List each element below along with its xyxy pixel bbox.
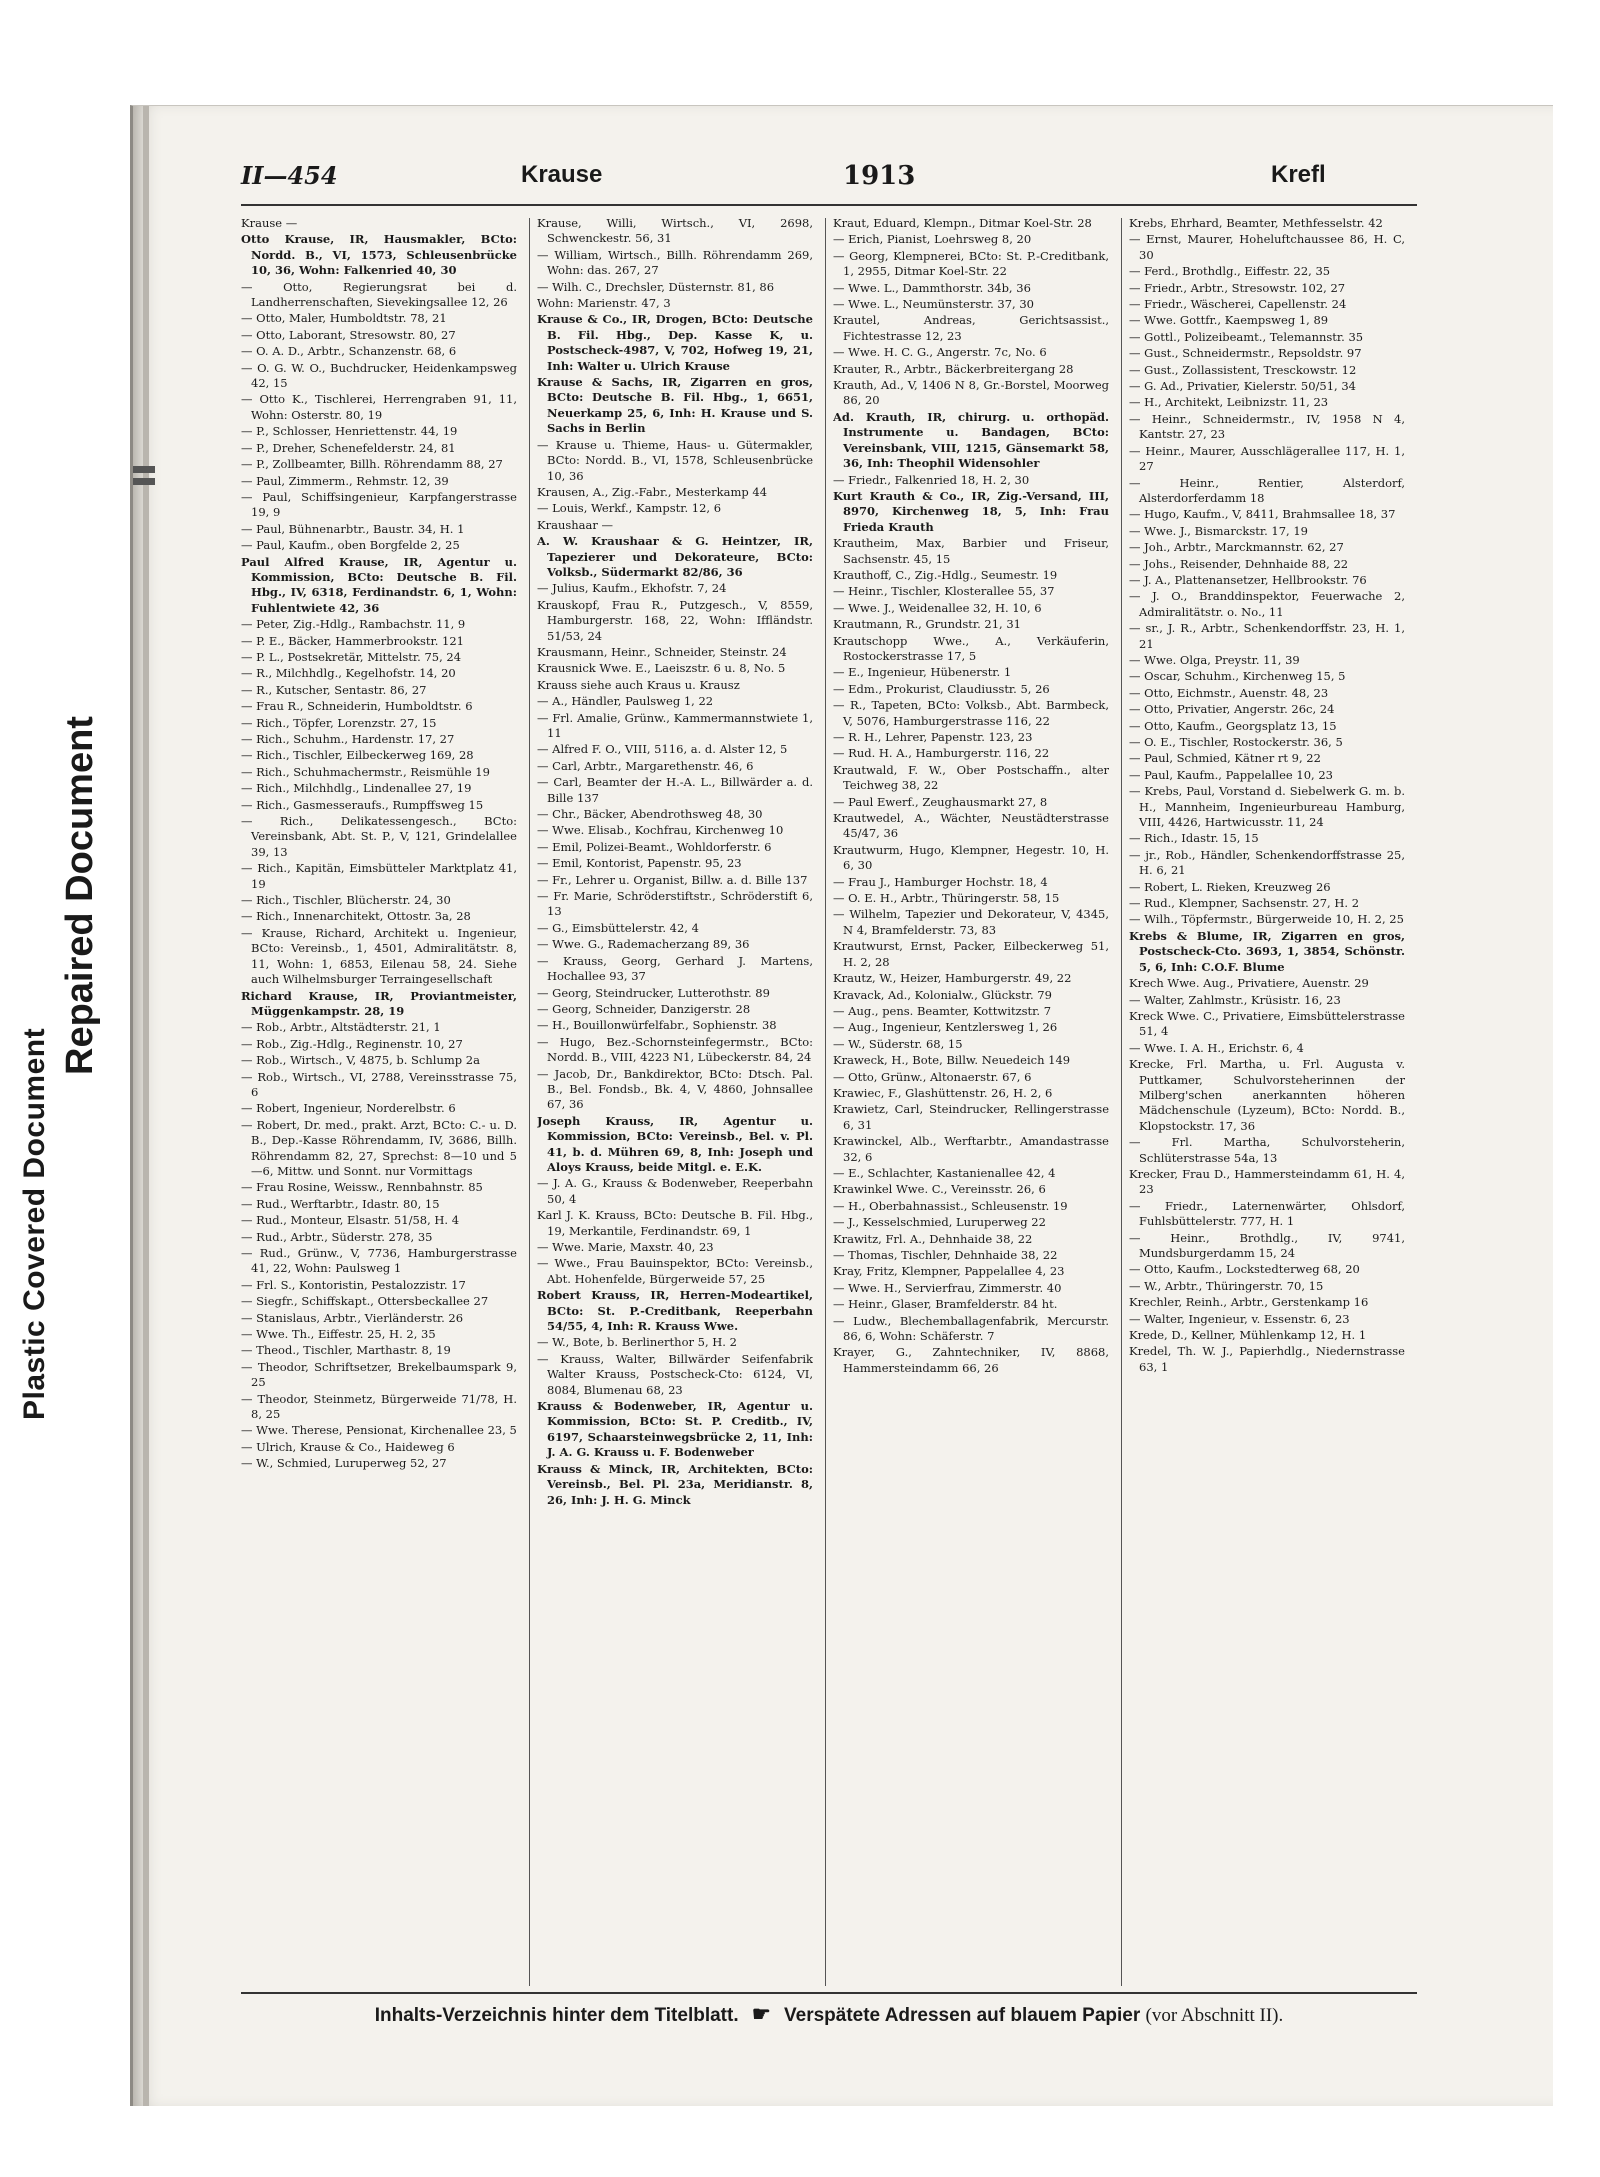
- directory-entry: — O. E. H., Arbtr., Thüringerstr. 58, 15: [833, 891, 1060, 906]
- directory-entry: — Friedr., Wäscherei, Capellenstr. 24: [1129, 297, 1347, 312]
- directory-entry: Krechler, Reinh., Arbtr., Gerstenkamp 16: [1129, 1295, 1369, 1310]
- binding-hole: [133, 478, 155, 485]
- directory-entry: — Rich., Töpfer, Lorenzstr. 27, 15: [241, 715, 437, 730]
- directory-entry: Krausnick Wwe. E., Laeiszstr. 6 u. 8, No. 5: [537, 661, 786, 676]
- directory-entry: — Wilhelm, Tapezier und Dekorateur, V, 4345, N 4, Bramfelderstr. 73, 83: [833, 907, 1109, 937]
- directory-entry: — Siegfr., Schiffskapt., Ottersbeckallee 27: [241, 1294, 489, 1309]
- directory-entry: Krauss & Bodenweber, IR, Agentur u. Kommission, BCto: St. P. Creditb., IV, 6197, Schaarsteinwegsbrücke 2, 11, Inh: J. A. G. Krauss u. F. Bodenweber: [537, 1399, 813, 1460]
- directory-entry: — Rud. H. A., Hamburgerstr. 116, 22: [833, 746, 1050, 761]
- directory-entry: — Paul, Zimmerm., Rehmstr. 12, 39: [241, 473, 449, 488]
- directory-entry: — W., Arbtr., Thüringerstr. 70, 15: [1129, 1278, 1324, 1293]
- directory-entry: Ad. Krauth, IR, chirurg. u. orthopäd. Instrumente u. Bandagen, BCto: Vereinsbank, VIII, 1215, Gänsemarkt 58, 36, Inh: Theophil Widensohler: [833, 409, 1109, 471]
- directory-entry: — Erich, Pianist, Loehrsweg 8, 20: [833, 232, 1032, 247]
- side-label: [18, 160, 102, 2060]
- directory-entry: — Rud., Klempner, Sachsenstr. 27, H. 2: [1129, 896, 1360, 911]
- directory-entry: Krautheim, Max, Barbier und Friseur, Sachsenstr. 45, 15: [833, 536, 1109, 566]
- directory-entry: — Frau R., Schneiderin, Humboldtstr. 6: [241, 699, 473, 714]
- directory-entry: Krausen, A., Zig.-Fabr., Mesterkamp 44: [537, 484, 768, 499]
- column-divider: [825, 218, 826, 1986]
- directory-entry: Krautwald, F. W., Ober Postschaffn., alter Teichweg 38, 22: [833, 762, 1109, 793]
- directory-entry: — P., Zollbeamter, Billh. Röhrendamm 88, 27: [241, 457, 503, 472]
- directory-entry: — Fr. Marie, Schröderstiftstr., Schröderstift 6, 13: [537, 889, 813, 919]
- directory-entry: — Chr., Bäcker, Abendrothsweg 48, 30: [537, 807, 763, 822]
- directory-entry: — Wwe. J., Bismarckstr. 17, 19: [1129, 523, 1308, 538]
- directory-entry: — E., Schlachter, Kastanienallee 42, 4: [833, 1165, 1056, 1180]
- directory-entry: — Heinr., Tischler, Klosterallee 55, 37: [833, 584, 1055, 599]
- directory-entry: — Theodor, Steinmetz, Bürgerweide 71/78, H. 8, 25: [241, 1391, 517, 1422]
- directory-entry: — Heinr., Brothdlg., IV, 9741, Mundsburgerdamm 15, 24: [1129, 1230, 1405, 1260]
- directory-entry: Krauss siehe auch Kraus u. Krausz: [537, 677, 740, 692]
- last-name-heading: Krefl: [1271, 161, 1326, 188]
- directory-entry: — J. O., Branddinspektor, Feuerwache 2, Admiralitätstr. o. No., 11: [1129, 589, 1405, 619]
- directory-entry: — Krauss, Walter, Billwärder Seifenfabrik Walter Krauss, Postscheck-Cto: 6124, VI, 8084, Blumenau 68, 23: [537, 1351, 813, 1397]
- footer-section-note: (vor Abschnitt II).: [1145, 2005, 1284, 2026]
- directory-entry: — R. H., Lehrer, Papenstr. 123, 23: [833, 730, 1033, 744]
- directory-entry: — sr., J. R., Arbtr., Schenkendorffstr. 23, H. 1, 21: [1129, 621, 1405, 651]
- directory-entry: — Otto, Laborant, Stresowstr. 80, 27: [241, 327, 456, 342]
- directory-entry: Krawinckel, Alb., Werftarbtr., Amandastrasse 32, 6: [833, 1134, 1109, 1164]
- directory-entry: — Louis, Werkf., Kampstr. 12, 6: [537, 501, 722, 516]
- directory-entry: — jr., Rob., Händler, Schenkendorffstrasse 25, H. 6, 21: [1129, 847, 1405, 878]
- directory-entry: — R., Kutscher, Sentastr. 86, 27: [241, 682, 427, 697]
- directory-entry: — Thomas, Tischler, Dehnhaide 38, 22: [833, 1248, 1058, 1262]
- directory-entry: — Krebs, Paul, Vorstand d. Siebelwerk G. m. b. H., Mannheim, Ingenieurbureau Hamburg, VIII, 4426, Hartwicusstr. 11, 24: [1129, 784, 1405, 830]
- directory-entry: — Otto, Kaufm., Lockstedterweg 68, 20: [1129, 1262, 1360, 1277]
- header-rule: [241, 204, 1417, 206]
- directory-entry: — Alfred F. O., VIII, 5116, a. d. Alster 12, 5: [537, 742, 788, 757]
- directory-entry: Kray, Fritz, Klempner, Pappelallee 4, 23: [833, 1264, 1065, 1279]
- directory-entry: — Rob., Wirtsch., V, 4875, b. Schlump 2a: [241, 1053, 480, 1068]
- directory-entry: — Friedr., Laternenwärter, Ohlsdorf, Fuhlsbüttelerstr. 777, H. 1: [1129, 1198, 1405, 1229]
- column-divider: [529, 218, 530, 1986]
- page-number: II—454: [241, 161, 338, 190]
- directory-entry: — Paul, Kaufm., Pappelallee 10, 23: [1129, 767, 1333, 782]
- directory-entry: — Otto, Regierungsrat bei d. Landherrenschaften, Sievekingsallee 12, 26: [241, 279, 517, 310]
- directory-entry: Krebs, Ehrhard, Beamter, Methfesselstr. 42: [1129, 216, 1383, 230]
- directory-entry: Krauter, R., Arbtr., Bäckerbreitergang 28: [833, 361, 1074, 376]
- directory-entry: Krautwurst, Ernst, Packer, Eilbeckerweg 51, H. 2, 28: [833, 939, 1109, 969]
- document-page: [130, 105, 1553, 2106]
- directory-entry: — Oscar, Schuhm., Kirchenweg 15, 5: [1129, 669, 1346, 684]
- directory-entry: — Fr., Lehrer u. Organist, Billw. a. d. Bille 137: [537, 872, 808, 887]
- directory-entry: — Ernst, Maurer, Hoheluftchaussee 86, H. C, 30: [1129, 232, 1405, 262]
- directory-column-1: [241, 216, 517, 1986]
- pointing-hand-icon: ☛: [751, 2003, 771, 2026]
- directory-entry: — Rob., Wirtsch., VI, 2788, Vereinsstrasse 75, 6: [241, 1069, 517, 1099]
- directory-entry: — E., Ingenieur, Hübenerstr. 1: [833, 665, 1012, 680]
- page-spine: [143, 106, 149, 2106]
- directory-entry: Krauth, Ad., V, 1406 N 8, Gr.-Borstel, Moorweg 86, 20: [833, 378, 1109, 408]
- directory-entry: — R., Tapeten, BCto: Volksb., Abt. Barmbeck, V, 5076, Hamburgerstrasse 116, 22: [833, 698, 1109, 728]
- directory-entry: — Wwe. L., Dammthorstr. 34b, 36: [833, 280, 1031, 295]
- directory-entry: — Walter, Zahlmstr., Krüsistr. 16, 23: [1129, 992, 1341, 1007]
- directory-entry: — W., Bote, b. Berlinerthor 5, H. 2: [537, 1335, 737, 1350]
- directory-entry: — Paul, Kaufm., oben Borgfelde 2, 25: [241, 538, 460, 553]
- directory-entry: — Carl, Arbtr., Margarethenstr. 46, 6: [537, 758, 754, 773]
- directory-entry: Krautel, Andreas, Gerichtsassist., Fichtestrasse 12, 23: [833, 313, 1109, 343]
- directory-entry: — O. E., Tischler, Rostockerstr. 36, 5: [1129, 735, 1343, 749]
- directory-entry: — Julius, Kaufm., Ekhofstr. 7, 24: [537, 581, 727, 596]
- directory-entry: Kraushaar —: [537, 517, 614, 532]
- directory-entry: — Wilh., Töpfermstr., Bürgerweide 10, H. 2, 25: [1129, 912, 1404, 927]
- directory-entry: — Rud., Grünw., V, 7736, Hamburgerstrasse 41, 22, Wohn: Paulsweg 1: [241, 1246, 517, 1276]
- directory-entry: — Rich., Innenarchitekt, Ottostr. 3a, 28: [241, 909, 471, 924]
- binding-hole: [133, 466, 155, 473]
- directory-entry: Krede, D., Kellner, Mühlenkamp 12, H. 1: [1129, 1328, 1367, 1343]
- directory-entry: Krautschopp Wwe., A., Verkäuferin, Rostockerstrasse 17, 5: [833, 633, 1109, 663]
- directory-entry: — Rob., Arbtr., Altstädterstr. 21, 1: [241, 1020, 441, 1035]
- directory-entry: — Hugo, Kaufm., V, 8411, Brahmsallee 18, 37: [1129, 507, 1396, 522]
- directory-entry: Kraut, Eduard, Klempn., Ditmar Koel-Str. 28: [833, 216, 1092, 230]
- directory-entry: — Frau Rosine, Weissw., Rennbahnstr. 85: [241, 1180, 483, 1195]
- directory-entry: Krautmann, R., Grundstr. 21, 31: [833, 617, 1021, 632]
- directory-entry: — Wwe. Gottfr., Kaempsweg 1, 89: [1129, 313, 1329, 328]
- year-heading: 1913: [843, 161, 916, 191]
- first-name-heading: Krause: [521, 161, 603, 188]
- footer-late-addresses-note: Verspätete Adressen auf blauem Papier: [784, 2005, 1141, 2026]
- directory-entry: — Wwe., Frau Bauinspektor, BCto: Vereinsb., Abt. Hohenfelde, Bürgerweide 57, 25: [537, 1256, 813, 1286]
- directory-entry: — W., Schmied, Luruperweg 52, 27: [241, 1456, 447, 1471]
- directory-entry: — Paul Ewerf., Zeughausmarkt 27, 8: [833, 794, 1048, 809]
- directory-entry: — Wwe. J., Weidenallee 32, H. 10, 6: [833, 600, 1042, 615]
- directory-entry: — Friedr., Arbtr., Stresowstr. 102, 27: [1129, 280, 1346, 295]
- directory-entry: — Peter, Zig.-Hdlg., Rambachstr. 11, 9: [241, 617, 466, 632]
- directory-entry: — Theod., Tischler, Marthastr. 8, 19: [241, 1343, 451, 1358]
- directory-entry: A. W. Kraushaar & G. Heintzer, IR, Tapezierer und Dekorateure, BCto: Volksb., Südermarkt 82/86, 36: [537, 534, 813, 579]
- directory-entry: Robert Krauss, IR, Herren-Modeartikel, BCto: St. P.-Creditbank, Reeperbahn 54/55, 4, Inh: R. Krauss Wwe.: [537, 1288, 813, 1334]
- directory-entry: — Edm., Prokurist, Claudiusstr. 5, 26: [833, 681, 1050, 696]
- directory-entry: Krauthoff, C., Zig.-Hdlg., Seumestr. 19: [833, 567, 1058, 582]
- directory-entry: Krecker, Frau D., Hammersteindamm 61, H. 4, 23: [1129, 1166, 1405, 1197]
- directory-entry: — Wwe. Olga, Preystr. 11, 39: [1129, 652, 1300, 667]
- directory-entry: — P. E., Bäcker, Hammerbrookstr. 121: [241, 633, 464, 648]
- directory-entry: — A., Händler, Paulsweg 1, 22: [537, 694, 714, 709]
- directory-entry: — Georg, Klempnerei, BCto: St. P.-Creditbank, 1, 2955, Ditmar Koel-Str. 22: [833, 248, 1109, 279]
- directory-entry: — Heinr., Maurer, Ausschlägerallee 117, H. 1, 27: [1129, 443, 1405, 474]
- directory-entry: — W., Süderstr. 68, 15: [833, 1036, 963, 1051]
- directory-entry: Krawietz, Carl, Steindrucker, Rellingerstrasse 6, 31: [833, 1102, 1109, 1132]
- directory-entry: — Stanislaus, Arbtr., Vierländerstr. 26: [241, 1310, 464, 1325]
- directory-entry: — R., Milchhdlg., Kegelhofstr. 14, 20: [241, 666, 456, 681]
- directory-entry: Joseph Krauss, IR, Agentur u. Kommission, BCto: Vereinsb., Bel. v. Pl. 41, b. d. Mühren 69, 8, Inh: Joseph und Aloys Krauss, beide Mitgl. e. E.K.: [537, 1113, 813, 1174]
- directory-entry: — Otto, Maler, Humboldtstr. 78, 21: [241, 311, 447, 326]
- directory-entry: Krautwedel, A., Wächter, Neustädterstrasse 45/47, 36: [833, 811, 1109, 841]
- directory-entry: — Gust., Zollassistent, Tresckowstr. 12: [1129, 362, 1357, 377]
- directory-entry: — Gust., Schneidermstr., Repsoldstr. 97: [1129, 346, 1362, 361]
- directory-entry: Kravack, Ad., Kolonialw., Glückstr. 79: [833, 987, 1052, 1002]
- directory-entry: — Johs., Reisender, Dehnhaide 88, 22: [1129, 556, 1349, 571]
- directory-entry: Krayer, G., Zahntechniker, IV, 8868, Hammersteindamm 66, 26: [833, 1345, 1109, 1375]
- directory-entry: Kreck Wwe. C., Privatiere, Eimsbüttelerstrasse 51, 4: [1129, 1008, 1405, 1039]
- directory-entry: — Gottl., Polizeibeamt., Telemannstr. 35: [1129, 329, 1364, 344]
- directory-entry: Krawinkel Wwe. C., Vereinsstr. 26, 6: [833, 1182, 1046, 1197]
- footer-rule: [241, 1992, 1417, 1994]
- directory-entry: — H., Bouillonwürfelfabr., Sophienstr. 38: [537, 1018, 777, 1033]
- directory-entry: — Paul, Bühnenarbtr., Baustr. 34, H. 1: [241, 521, 465, 536]
- directory-entry: — Wilh. C., Drechsler, Düsternstr. 81, 86: [537, 279, 775, 294]
- directory-entry: — Aug., pens. Beamter, Kottwitzstr. 7: [833, 1003, 1052, 1018]
- directory-entry: — Rud., Monteur, Elsastr. 51/58, H. 4: [241, 1213, 460, 1228]
- directory-entry: Richard Krause, IR, Proviantmeister, Müggenkampstr. 28, 19: [241, 988, 517, 1018]
- directory-entry: Kredel, Th. W. J., Papierhdlg., Niedernstrasse 63, 1: [1129, 1344, 1405, 1374]
- directory-entry: — O. G. W. O., Buchdrucker, Heidenkampsweg 42, 15: [241, 360, 517, 391]
- directory-entry: — Otto, Eichmstr., Auenstr. 48, 23: [1129, 685, 1329, 700]
- directory-entry: Krauskopf, Frau R., Putzgesch., V, 8559, Hamburgerstr. 168, 22, Wohn: Iffländstr. 51/53, 24: [537, 597, 813, 643]
- directory-entry: — Aug., Ingenieur, Kentzlersweg 1, 26: [833, 1020, 1058, 1035]
- directory-entry: — Emil, Polizei-Beamt., Wohldorferstr. 6: [537, 839, 772, 854]
- directory-entry: Kurt Krauth & Co., IR, Zig.-Versand, III, 8970, Kirchenweg 18, 5, Inh: Frau Frieda Krauth: [833, 488, 1109, 534]
- directory-entry: — Paul, Schmied, Kätner rt 9, 22: [1129, 751, 1321, 766]
- directory-column-4: [1129, 216, 1405, 1986]
- directory-entry: — Georg, Steindrucker, Lutterothstr. 89: [537, 985, 770, 1000]
- directory-entry: — Robert, Ingenieur, Norderelbstr. 6: [241, 1101, 456, 1116]
- directory-entry: — G., Eimsbüttelerstr. 42, 4: [537, 920, 699, 935]
- directory-entry: — Rich., Schuhm., Hardenstr. 17, 27: [241, 732, 455, 746]
- directory-entry: Krecke, Frl. Martha, u. Frl. Augusta v. Puttkamer, Schulvorsteherinnen der Milberg'schen anerkannten höheren Mädchenschule (Lyzeum), BCto: Nordd. B., Klopstockstr. 17, 36: [1129, 1057, 1405, 1133]
- directory-entry: — Wwe. H., Servierfrau, Zimmerstr. 40: [833, 1280, 1062, 1295]
- directory-entry: — Wwe. G., Rademacherzang 89, 36: [537, 937, 750, 952]
- directory-entry: — Rich., Gasmesseraufs., Rumpffsweg 15: [241, 797, 484, 812]
- directory-entry: — Heinr., Glaser, Bramfelderstr. 84 ht.: [833, 1297, 1058, 1312]
- directory-entry: Wohn: Marienstr. 47, 3: [537, 296, 671, 311]
- directory-entry: — Otto, Privatier, Angerstr. 26c, 24: [1129, 702, 1335, 717]
- page-footer: [241, 2002, 1417, 2027]
- directory-entry: — J. A., Plattenansetzer, Hellbrookstr. 76: [1129, 572, 1367, 587]
- directory-entry: Karl J. K. Krauss, BCto: Deutsche B. Fil. Hbg., 19, Merkantile, Ferdinandstr. 69, 1: [537, 1208, 813, 1238]
- directory-entry: — H., Architekt, Leibnizstr. 11, 23: [1129, 395, 1329, 410]
- directory-entry: — Rud., Werftarbtr., Idastr. 80, 15: [241, 1196, 440, 1211]
- directory-entry: — P., Schlosser, Henriettenstr. 44, 19: [241, 424, 458, 439]
- directory-entry: Krause & Sachs, IR, Zigarren en gros, BCto: Deutsche B. Fil. Hbg., 1, 6651, Neuerkamp 25, 6, Inh: H. Krause und S. Sachs in Berlin: [537, 375, 813, 436]
- directory-entry: — Robert, Dr. med., prakt. Arzt, BCto: C.- u. D. B., Dep.-Kasse Röhrendamm, IV, 3686, Billh. Röhrendamm 82, 27, Sprechst: 8—10 und 5—6, Mittw. und Sonnt. nur Vormittags: [241, 1117, 517, 1178]
- directory-entry: Krausmann, Heinr., Schneider, Steinstr. 24: [537, 644, 787, 659]
- directory-entry: — Frl. Martha, Schulvorsteherin, Schlüterstrasse 54a, 13: [1129, 1135, 1405, 1165]
- directory-entry: — Rich., Schuhmachermstr., Reismühle 19: [241, 764, 490, 779]
- directory-entry: — Joh., Arbtr., Marckmannstr. 62, 27: [1129, 540, 1344, 555]
- directory-entry: — Rud., Arbtr., Süderstr. 278, 35: [241, 1229, 433, 1244]
- directory-entry: Krech Wwe. Aug., Privatiere, Auenstr. 29: [1129, 976, 1369, 991]
- column-divider: [1121, 218, 1122, 1986]
- directory-entry: — Rich., Delikatessengesch., BCto: Vereinsbank, Abt. St. P., V, 121, Grindelallee 39, 13: [241, 814, 517, 859]
- directory-entry: — Otto K., Tischlerei, Herrengraben 91, 11, Wohn: Osterstr. 80, 19: [241, 392, 517, 422]
- directory-entry: Krawiec, F., Glashüttenstr. 26, H. 2, 6: [833, 1085, 1053, 1100]
- directory-entry: Krause, Willi, Wirtsch., VI, 2698, Schwenckestr. 56, 31: [537, 216, 813, 246]
- directory-entry: — Rich., Idastr. 15, 15: [1129, 831, 1259, 846]
- directory-entry: — J. A. G., Krauss & Bodenweber, Reeperbahn 50, 4: [537, 1176, 813, 1206]
- directory-entry: — Friedr., Falkenried 18, H. 2, 30: [833, 472, 1030, 487]
- directory-entry: — J., Kesselschmied, Luruperweg 22: [833, 1215, 1046, 1230]
- directory-entry: — Wwe. H. C. G., Angerstr. 7c, No. 6: [833, 345, 1047, 360]
- directory-entry: — Hugo, Bez.-Schornsteinfegermstr., BCto: Nordd. B., VIII, 4223 N1, Lübeckerstr. 84, 24: [537, 1034, 813, 1065]
- directory-entry: — Frau J., Hamburger Hochstr. 18, 4: [833, 874, 1048, 889]
- directory-entry: Krebs & Blume, IR, Zigarren en gros, Postscheck-Cto. 3693, 1, 3854, Schönstr. 5, 6, Inh: C.O.F. Blume: [1129, 928, 1405, 974]
- directory-entry: — Rich., Kapitän, Eimsbütteler Marktplatz 41, 19: [241, 861, 517, 891]
- directory-entry: — Otto, Grünw., Altonaerstr. 67, 6: [833, 1069, 1032, 1084]
- directory-entry: — Krauss, Georg, Gerhard J. Martens, Hochallee 93, 37: [537, 953, 813, 984]
- directory-entry: — Rich., Milchhdlg., Lindenallee 27, 19: [241, 781, 472, 796]
- directory-entry: — Ferd., Brothdlg., Eiffestr. 22, 35: [1129, 264, 1331, 279]
- directory-entry: Krautz, W., Heizer, Hamburgerstr. 49, 22: [833, 971, 1072, 986]
- directory-entry: Krawitz, Frl. A., Dehnhaide 38, 22: [833, 1231, 1033, 1246]
- directory-entry: Krautwurm, Hugo, Klempner, Hegestr. 10, H. 6, 30: [833, 842, 1109, 873]
- directory-entry: — Wwe. I. A. H., Erichstr. 6, 4: [1129, 1040, 1304, 1055]
- directory-entry: — Ludw., Blechemballagenfabrik, Mercurstr. 86, 6, Wohn: Schäferstr. 7: [833, 1313, 1109, 1344]
- directory-entry: — H., Oberbahnassist., Schleusenstr. 19: [833, 1198, 1068, 1213]
- directory-entry: — Otto, Kaufm., Georgsplatz 13, 15: [1129, 718, 1337, 733]
- directory-entry: — Wwe. Elisab., Kochfrau, Kirchenweg 10: [537, 823, 784, 838]
- directory-entry: — Robert, L. Rieken, Kreuzweg 26: [1129, 879, 1331, 894]
- page-header: [241, 161, 1401, 201]
- side-label-plastic: Plastic Covered Document: [18, 1027, 51, 1420]
- directory-entry: Paul Alfred Krause, IR, Agentur u. Kommission, BCto: Deutsche B. Fil. Hbg., IV, 6318, Ferdinandstr. 6, 1, Wohn: Fuhlentwiete 42, 36: [241, 554, 517, 615]
- directory-entry: — Rich., Tischler, Eilbeckerweg 169, 28: [241, 748, 474, 763]
- directory-entry: Krause —: [241, 216, 298, 230]
- side-label-repaired: Repaired Document: [59, 716, 101, 1075]
- directory-entry: — P., Dreher, Schenefelderstr. 24, 81: [241, 440, 456, 455]
- directory-entry: — Carl, Beamter der H.-A. L., Billwärder a. d. Bille 137: [537, 775, 813, 805]
- directory-entry: — Wwe. Therese, Pensionat, Kirchenallee 23, 5: [241, 1423, 517, 1438]
- directory-entry: — Emil, Kontorist, Papenstr. 95, 23: [537, 856, 742, 871]
- directory-column-2: [537, 216, 813, 1986]
- directory-entry: — Georg, Schneider, Danzigerstr. 28: [537, 1001, 751, 1016]
- directory-entry: — Theodor, Schriftsetzer, Brekelbaumspark 9, 25: [241, 1359, 517, 1390]
- footer-index-note: Inhalts-Verzeichnis hinter dem Titelblatt.: [374, 2005, 739, 2026]
- directory-entry: — Wwe. Marie, Maxstr. 40, 23: [537, 1240, 714, 1254]
- directory-entry: — O. A. D., Arbtr., Schanzenstr. 68, 6: [241, 344, 457, 359]
- directory-entry: — Heinr., Schneidermstr., IV, 1958 N 4, Kantstr. 27, 23: [1129, 411, 1405, 442]
- directory-entry: Otto Krause, IR, Hausmakler, BCto: Nordd. B., VI, 1573, Schleusenbrücke 10, 36, Wohn: Falkenried 40, 30: [241, 232, 517, 278]
- directory-entry: — Heinr., Rentier, Alsterdorf, Alsterdorferdamm 18: [1129, 475, 1405, 505]
- directory-entry: — William, Wirtsch., Billh. Röhrendamm 269, Wohn: das. 267, 27: [537, 247, 813, 278]
- directory-entry: — Wwe. Th., Eiffestr. 25, H. 2, 35: [241, 1327, 436, 1342]
- directory-entry: — Walter, Ingenieur, v. Essenstr. 6, 23: [1129, 1311, 1350, 1326]
- directory-entry: — G. Ad., Privatier, Kielerstr. 50/51, 34: [1129, 379, 1357, 394]
- directory-entry: — Rob., Zig.-Hdlg., Reginenstr. 10, 27: [241, 1036, 463, 1051]
- directory-entry: Kraweck, H., Bote, Billw. Neuedeich 149: [833, 1053, 1071, 1068]
- directory-entry: Krause & Co., IR, Drogen, BCto: Deutsche B. Fil. Hbg., Dep. Kasse K, u. Postscheck-4987, V, 702, Hofweg 19, 21, Inh: Walter u. Ulrich Krause: [537, 312, 813, 373]
- directory-column-3: [833, 216, 1109, 1986]
- directory-entry: — Krause, Richard, Architekt u. Ingenieur, BCto: Vereinsb., 1, 4501, Admiralitätstr. 8, 11, Wohn: 1, 6853, Eilenau 58, 24. Siehe auch Wilhelmsburger Terraingesellschaft: [241, 925, 517, 987]
- directory-entry: — Paul, Schiffsingenieur, Karpfangerstrasse 19, 9: [241, 489, 517, 520]
- directory-entry: — Frl. S., Kontoristin, Pestalozzistr. 17: [241, 1277, 466, 1292]
- directory-entry: — Jacob, Dr., Bankdirektor, BCto: Dtsch. Pal. B., Bel. Fondsb., Bk. 4, V, 4860, Johnsallee 67, 36: [537, 1066, 813, 1112]
- directory-entry: — P. L., Postsekretär, Mittelstr. 75, 24: [241, 649, 462, 664]
- directory-entry: — Ulrich, Krause & Co., Haideweg 6: [241, 1439, 455, 1454]
- directory-entry: — Rich., Tischler, Blücherstr. 24, 30: [241, 893, 451, 908]
- directory-entry: — Frl. Amalie, Grünw., Kammermannstwiete 1, 11: [537, 710, 813, 740]
- directory-entry: — Wwe. L., Neumünsterstr. 37, 30: [833, 297, 1035, 312]
- directory-entry: — Krause u. Thieme, Haus- u. Gütermakler, BCto: Nordd. B., VI, 1578, Schleusenbrücke 10, 36: [537, 437, 813, 483]
- directory-entry: Krauss & Minck, IR, Architekten, BCto: Vereinsb., Bel. Pl. 23a, Meridianstr. 8, 26, Inh: J. H. G. Minck: [537, 1461, 813, 1507]
